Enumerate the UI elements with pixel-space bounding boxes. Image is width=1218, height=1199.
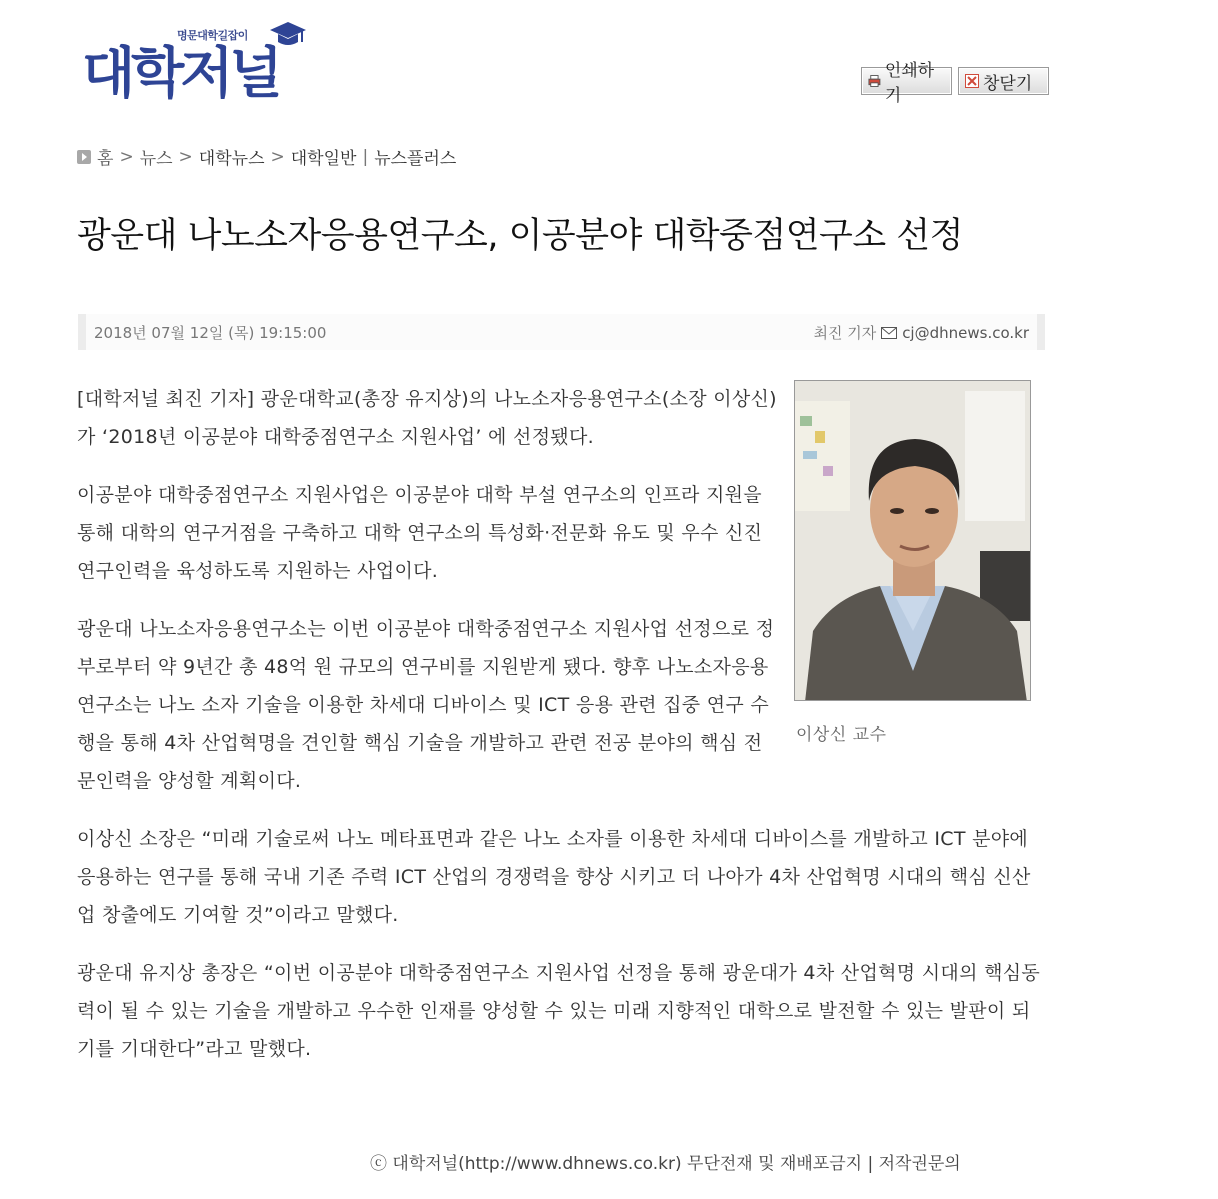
- arrow-right-icon: [77, 150, 91, 164]
- breadcrumb-divider: |: [362, 146, 369, 167]
- breadcrumb-separator: >: [178, 146, 193, 167]
- close-button-label: 창닫기: [983, 73, 1033, 94]
- breadcrumb-university-news[interactable]: 대학뉴스: [198, 149, 265, 169]
- print-button-label: 인쇄하기: [884, 61, 935, 106]
- reporter-name: 최진 기자: [813, 324, 877, 342]
- article-paragraph: 이공분야 대학중점연구소 지원사업은 이공분야 대학 부설 연구소의 인프라 지원을 통해 대학의 연구거점을 구축하고 대학 연구소의 특성화·전문화 유도 및 우수 신진 연구인력을 육성하도록 지원하는 사업이다.: [77, 484, 763, 582]
- print-button[interactable]: [861, 61, 952, 106]
- article-paragraph: 광운대 유지상 총장은 “이번 이공분야 대학중점연구소 지원사업 선정을 통해 광운대가 4차 산업혁명 시대의 핵심동력이 될 수 있는 기술을 개발하고 우수한 인재를 양성할 수 있는 미래 지향적인 대학으로 발전할 수 있는 발판이 되기를 기대한다”라고 말했다.: [77, 962, 1041, 1060]
- logo-tagline: 명문대학길잡이: [177, 29, 248, 42]
- site-logo[interactable]: [80, 20, 310, 110]
- close-window-button[interactable]: [958, 67, 1049, 95]
- article-body: [77, 380, 1045, 1088]
- close-icon: [965, 74, 979, 88]
- envelope-icon: [881, 327, 897, 339]
- breadcrumb-separator: >: [119, 146, 134, 167]
- breadcrumb-separator: >: [270, 146, 285, 167]
- breadcrumb-home[interactable]: 홈: [97, 149, 114, 169]
- breadcrumb-news[interactable]: 뉴스: [139, 149, 173, 169]
- photo-caption: 이상신 교수: [796, 725, 887, 745]
- article-paragraph: 광운대 나노소자응용연구소는 이번 이공분야 대학중점연구소 지원사업 선정으로 정부로부터 약 9년간 총 48억 원 규모의 연구비를 지원받게 됐다. 향후 나노소자응용연구소는 나노 소자 기술을 이용한 차세대 디바이스 및 ICT 응용 관련 집중 연구 수행을 통해 4차 산업혁명을 견인할 핵심 기술을 개발하고 관련 전공 분야의 핵심 전문인력을 양성할 계획이다.: [77, 618, 775, 792]
- article-paragraph: [대학저널 최진 기자] 광운대학교(총장 유지상)의 나노소자응용연구소(소장 이상신)가 ‘2018년 이공분야 대학중점연구소 지원사업’ 에 선정됐다.: [77, 388, 777, 448]
- article-date: 2018년 07월 12일 (목) 19:15:00: [94, 324, 327, 342]
- article-title: 광운대 나노소자응용연구소, 이공분야 대학중점연구소 선정: [77, 216, 963, 256]
- article-paragraph: 이상신 소장은 “미래 기술로써 나노 메타표면과 같은 나노 소자를 이용한 차세대 디바이스를 개발하고 ICT 분야에 응용하는 연구를 통해 국내 기존 주력 ICT 산업의 경쟁력을 향상 시키고 더 나아가 4차 산업혁명 시대의 핵심 신산업 창출에도 기여할 것”이라고 말했다.: [77, 828, 1031, 926]
- copyright-footer: ⓒ 대학저널(http://www.dhnews.co.kr) 무단전재 및 재배포금지 | 저작권문의: [370, 1154, 961, 1174]
- logo-name: 대학저널: [82, 41, 279, 105]
- breadcrumb: [77, 144, 456, 169]
- reporter-email-link[interactable]: cj@dhnews.co.kr: [902, 323, 1029, 342]
- printer-icon: [868, 74, 881, 88]
- article-reporter: [813, 322, 1029, 343]
- article-meta: [78, 314, 1045, 350]
- breadcrumb-section[interactable]: 뉴스플러스: [374, 149, 457, 169]
- breadcrumb-university-general[interactable]: 대학일반: [290, 149, 357, 169]
